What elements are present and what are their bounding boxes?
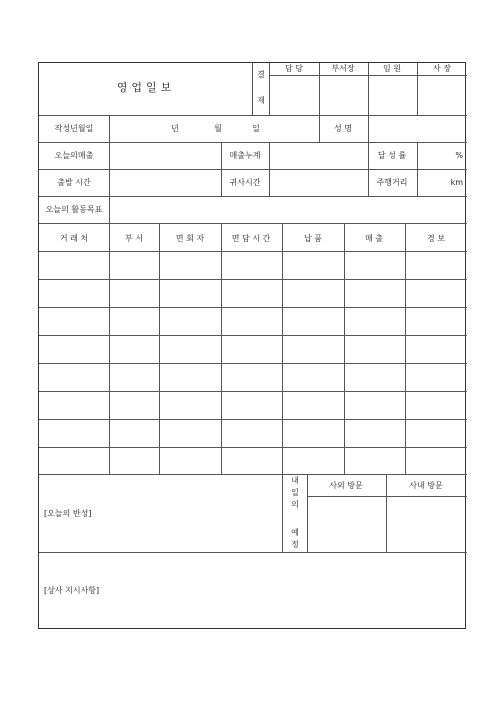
divider: [39, 142, 467, 143]
divider: [386, 474, 387, 552]
divider: [344, 223, 345, 474]
table-row-line: [39, 447, 467, 448]
approval-header-executive: 임 원: [383, 64, 401, 73]
tomorrow-plan-char-3: 의: [291, 500, 299, 509]
date-year-label: 년: [171, 124, 179, 133]
divider: [221, 223, 222, 474]
divider: [307, 474, 308, 552]
table-row-line: [39, 307, 467, 308]
divider: [417, 63, 418, 115]
inside-visit-label: 사내 방문: [409, 481, 443, 490]
tomorrow-plan-char-5: 예: [291, 528, 299, 537]
supervisor-instructions-label: [상사 지시사항]: [44, 586, 100, 595]
divider: [269, 75, 467, 76]
table-header-info: 경 보: [427, 234, 445, 243]
table-row-line: [39, 335, 467, 336]
divider: [109, 223, 110, 474]
divider: [39, 251, 467, 252]
activity-goal-label: 오늘의 활동목표: [45, 205, 103, 214]
return-time-label: 귀사시간: [229, 178, 261, 187]
date-day-label: 일: [252, 124, 260, 133]
table-header-client: 거 래 처: [59, 234, 89, 243]
tomorrow-plan-char-2: 일: [291, 488, 299, 497]
tomorrow-plan-char-1: 내: [291, 476, 299, 485]
approval-header-manager: 담 당: [285, 64, 303, 73]
divider: [282, 474, 283, 552]
table-row-line: [39, 391, 467, 392]
approval-header-president: 사 장: [433, 64, 451, 73]
divider: [109, 115, 110, 142]
divider: [368, 63, 369, 115]
name-label: 성 명: [334, 124, 352, 133]
divider: [109, 196, 110, 223]
approval-label-2: 재: [257, 96, 265, 105]
distance-label: 주행거리: [376, 178, 408, 187]
divider: [405, 223, 406, 474]
divider: [109, 169, 110, 196]
divider: [269, 63, 270, 115]
table-row-line: [39, 279, 467, 280]
divider: [39, 223, 467, 224]
divider: [417, 142, 418, 169]
table-header-contact: 면 회 자: [175, 234, 205, 243]
table-header-meeting-time: 면 담 시 간: [231, 234, 271, 243]
approval-label-1: 결: [257, 70, 265, 79]
divider: [221, 142, 222, 169]
divider: [368, 169, 369, 196]
divider: [319, 63, 320, 115]
approval-header-dept-head: 부서장: [331, 64, 355, 73]
divider: [109, 142, 110, 169]
depart-time-label: 출발 시간: [57, 178, 91, 187]
divider: [39, 169, 467, 170]
form-title: 영업일보: [116, 81, 176, 94]
divider: [221, 169, 222, 196]
write-date-label: 작성년월일: [54, 124, 94, 133]
date-month-label: 월: [214, 124, 222, 133]
divider: [282, 223, 283, 474]
divider: [269, 169, 270, 196]
divider: [368, 115, 369, 142]
divider: [269, 142, 270, 169]
table-header-department: 부 서: [125, 234, 143, 243]
divider: [39, 115, 467, 116]
outside-visit-label: 사외 방문: [329, 481, 363, 490]
today-sales-label: 오늘의매출: [54, 151, 94, 160]
cumulative-sales-label: 매출누계: [229, 151, 261, 160]
achievement-label: 달 성 률: [377, 151, 407, 160]
divider: [319, 115, 320, 142]
divider: [39, 552, 467, 553]
divider: [39, 474, 467, 475]
divider: [39, 196, 467, 197]
sales-daily-report-form: [38, 62, 466, 629]
table-header-delivery: 납 품: [304, 234, 322, 243]
divider: [159, 223, 160, 474]
divider: [252, 63, 253, 115]
achievement-unit: %: [455, 151, 463, 160]
table-row-line: [39, 419, 467, 420]
reflection-label: [오늘의 반성]: [44, 509, 92, 518]
table-row-line: [39, 363, 467, 364]
table-header-sales: 매 출: [365, 234, 383, 243]
divider: [307, 496, 467, 497]
divider: [368, 142, 369, 169]
tomorrow-plan-char-6: 정: [291, 540, 299, 549]
divider: [417, 169, 418, 196]
distance-unit: km: [450, 178, 463, 187]
